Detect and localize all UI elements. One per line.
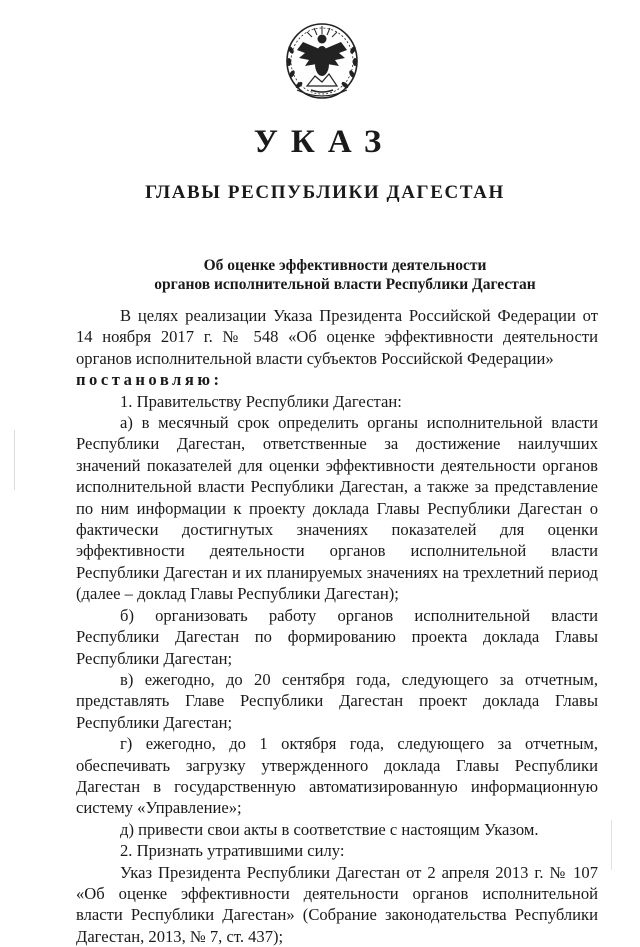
decree-authority: ГЛАВЫ РЕСПУБЛИКИ ДАГЕСТАН <box>145 182 505 203</box>
item-1d: г) ежегодно, до 1 октября года, следующего за отчетным, обеспечивать загрузку утвержденного доклада Главы Республики Дагестан в государственную автоматизированную информационную систему «Управление»; <box>76 734 598 818</box>
item-2: 2. Признать утратившими силу: <box>120 841 345 861</box>
decree-title: УКАЗ <box>253 124 395 160</box>
item-1a: а) в месячный срок определить органы исполнительной власти Республики Дагестан, ответственные за достижение наилучших значений показателей для оценки эффективности деятельности органов исполнительной власти Республики Дагестан, а также за представление по ним информации к проекту доклада Главы Республики Дагестан о фактически достигнутых значениях показателей для оценки эффективности деятельности органов исполнительной власти Республики Дагестан и их планируемых значениях на трехлетний период (далее – доклад Главы Республики Дагестан); <box>76 413 598 604</box>
item-1: 1. Правительству Республики Дагестан: <box>120 391 402 411</box>
decree-subject-line-2: органов исполнительной власти Республики Дагестан <box>154 276 536 293</box>
coat-of-arms-icon <box>283 20 361 100</box>
item-1b: б) организовать работу органов исполнительной власти Республики Дагестан по формированию проекта доклада Главы Республики Дагестан; <box>76 605 598 668</box>
item-2-text: Указ Президента Республики Дагестан от 2 апреля 2013 г. № 107 «Об оценке эффективности деятельности органов исполнительной власти Республики Дагестан» (Собрание законодательства Республики Дагестан, 2013, № 7, ст. 437); <box>76 862 598 946</box>
decree-body <box>76 305 598 947</box>
decree-subject <box>0 256 640 294</box>
decree-subject-line-1: Об оценке эффективности деятельности <box>203 257 487 274</box>
scan-artifact <box>611 820 612 870</box>
item-1e: д) привести свои акты в соответствие с настоящим Указом. <box>120 819 539 839</box>
scan-artifact <box>14 430 15 490</box>
decree-word: постановляю: <box>76 370 223 390</box>
preamble-paragraph: В целях реализации Указа Президента Российской Федерации от 14 ноября 2017 г. № 548 «Об оценке эффективности деятельности органов исполнительной власти субъектов Российской Федерации» <box>76 306 598 368</box>
item-1c: в) ежегодно, до 20 сентября года, следующего за отчетным, представлять Главе Республики Дагестан проект доклада Главы Республики Дагестан; <box>76 669 598 732</box>
